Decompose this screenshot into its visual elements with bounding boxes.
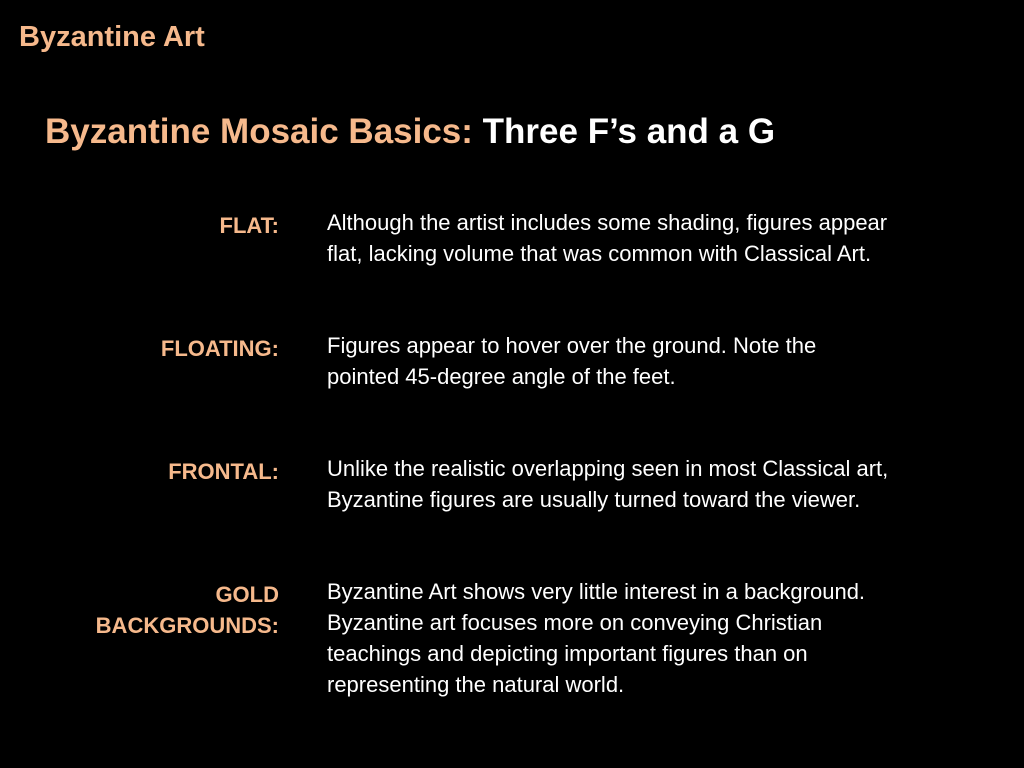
term-gold-backgrounds bbox=[19, 579, 279, 641]
term-gold-backgrounds-line-1: GOLD bbox=[215, 582, 279, 607]
desc-floating-line-2: pointed 45-degree angle of the feet. bbox=[327, 364, 676, 389]
desc-frontal-line-1: Unlike the realistic overlapping seen in most Classical art, bbox=[327, 456, 889, 481]
term-frontal bbox=[19, 456, 279, 487]
term-flat-line: FLAT: bbox=[219, 213, 279, 238]
desc-floating bbox=[327, 330, 997, 392]
term-floating bbox=[19, 333, 279, 364]
desc-floating-line-1: Figures appear to hover over the ground. Note the bbox=[327, 333, 817, 358]
desc-gold-backgrounds-line-3: teachings and depicting important figures than on bbox=[327, 641, 808, 666]
term-gold-backgrounds-line-2: BACKGROUNDS: bbox=[95, 613, 279, 638]
desc-frontal-line-2: Byzantine figures are usually turned toward the viewer. bbox=[327, 487, 861, 512]
desc-flat-line-2: flat, lacking volume that was common with Classical Art. bbox=[327, 241, 872, 266]
slide-title-accent: Byzantine Mosaic Basics: bbox=[45, 112, 473, 151]
slide-title bbox=[45, 111, 775, 153]
desc-flat-line-1: Although the artist includes some shading, figures appear bbox=[327, 210, 888, 235]
term-frontal-line: FRONTAL: bbox=[168, 459, 279, 484]
header-title: Byzantine Art bbox=[19, 21, 205, 53]
desc-frontal bbox=[327, 453, 997, 515]
desc-gold-backgrounds bbox=[327, 576, 997, 700]
desc-gold-backgrounds-line-1: Byzantine Art shows very little interest in a background. bbox=[327, 579, 866, 604]
desc-flat bbox=[327, 207, 997, 269]
term-flat bbox=[19, 210, 279, 241]
desc-gold-backgrounds-line-2: Byzantine art focuses more on conveying Christian bbox=[327, 610, 823, 635]
desc-gold-backgrounds-line-4: representing the natural world. bbox=[327, 672, 625, 697]
slide-title-rest: Three F’s and a G bbox=[482, 112, 776, 151]
term-floating-line: FLOATING: bbox=[160, 336, 279, 361]
